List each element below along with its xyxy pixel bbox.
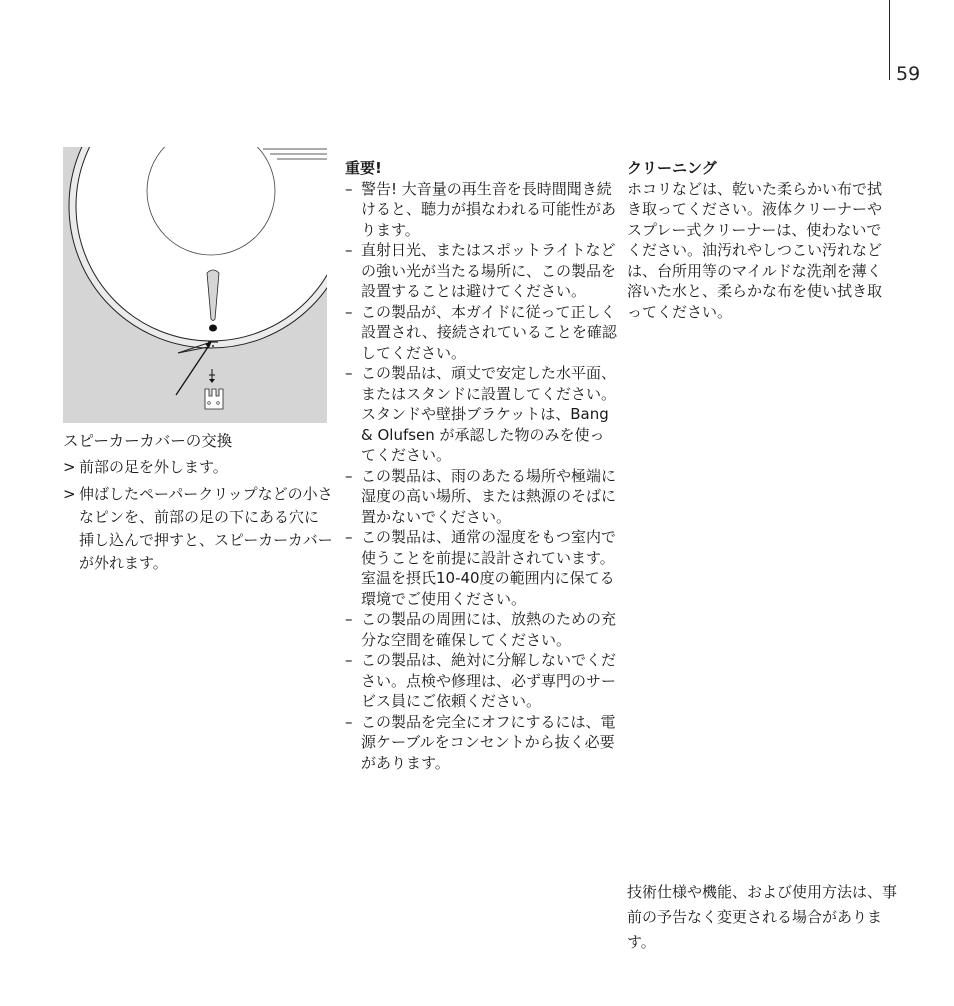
important-item-text: この製品の周囲には、放熱のための充分な空間を確保してください。 [361, 610, 617, 649]
important-item-text: この製品は、通常の湿度をもつ室内で使うことを前提に設計されています。室温を摂氏10-40度の範囲内に保てる環境でご使用ください。 [361, 528, 617, 608]
important-item [345, 712, 617, 774]
important-list [345, 179, 617, 774]
important-item-text: この製品は、雨のあたる場所や極端に湿度の高い場所、または熱源のそばに置かないでください。 [361, 466, 617, 526]
important-item [345, 363, 617, 466]
bullet-dash: – [345, 528, 353, 546]
step-text: 前部の足を外します。 [79, 457, 228, 476]
step-item [63, 483, 333, 575]
important-item [345, 466, 617, 528]
page-divider [889, 0, 890, 80]
important-item-text: この製品を完全にオフにするには、電源ケーブルをコンセントから抜く必要があります。 [361, 712, 616, 772]
important-item [345, 609, 617, 650]
important-title: 重要! [345, 159, 382, 177]
important-item [345, 302, 617, 364]
speaker-cover-title: スピーカーカバーの交換 [63, 432, 233, 450]
important-item [345, 650, 617, 712]
bullet-dash: – [345, 302, 353, 321]
important-item-text: 直射日光、またはスポットライトなどの強い光が当たる場所に、この製品を設置することは避けてください。 [361, 241, 617, 300]
speaker-cover-illustration [63, 147, 327, 423]
bullet-dash: – [345, 610, 353, 628]
speaker-cover-section [63, 431, 333, 579]
important-item-text: 警告! 大音量の再生音を長時間聞き続けると、聴力が損なわれる可能性があります。 [361, 179, 617, 239]
step-marker: > [63, 457, 76, 476]
important-item [345, 240, 617, 302]
bullet-dash: – [345, 364, 353, 382]
step-item [63, 456, 333, 479]
important-item-text: この製品は、頑丈で安定した水平面、またはスタンドに設置してください。スタンドや壁掛ブラケットは、Bang & Olufsen が承認した物のみを使ってください。 [361, 364, 617, 464]
cleaning-title: クリーニング [627, 159, 717, 177]
important-item [345, 179, 617, 241]
cleaning-section [627, 158, 895, 322]
step-marker: > [63, 484, 76, 503]
speaker-cover-steps [63, 456, 333, 575]
step-text: 伸ばしたペーパークリップなどの小さなピンを、前部の足の下にある穴に挿し込んで押すと、スピーカーカバーが外れます。 [79, 484, 333, 572]
important-item [345, 527, 617, 609]
bullet-dash: – [345, 651, 353, 669]
bullet-dash: – [345, 466, 353, 485]
important-item-text: この製品が、本ガイドに従って正しく設置され、接続されていることを確認してください。 [361, 302, 617, 362]
important-item-text: この製品は、絶対に分解しないでください。点検や修理は、必ず専門のサービス員にご依頼ください。 [361, 651, 617, 710]
important-section [345, 158, 617, 773]
bullet-dash: – [345, 241, 353, 259]
cleaning-body: ホコリなどは、乾いた柔らかい布で拭き取ってください。液体クリーナーやスプレー式クリーナーは、使わないでください。油汚れやしつこい汚れなどは、台所用等のマイルドな洗剤を薄く溶いた水と、柔らかな布を使い拭き取ってください。 [627, 179, 883, 321]
footer-note: 技術仕様や機能、および使用方法は、事前の予告なく変更される場合があります。 [627, 883, 898, 951]
bullet-dash: – [345, 712, 353, 731]
page-number: 59 [896, 63, 921, 85]
bullet-dash: – [345, 179, 353, 198]
